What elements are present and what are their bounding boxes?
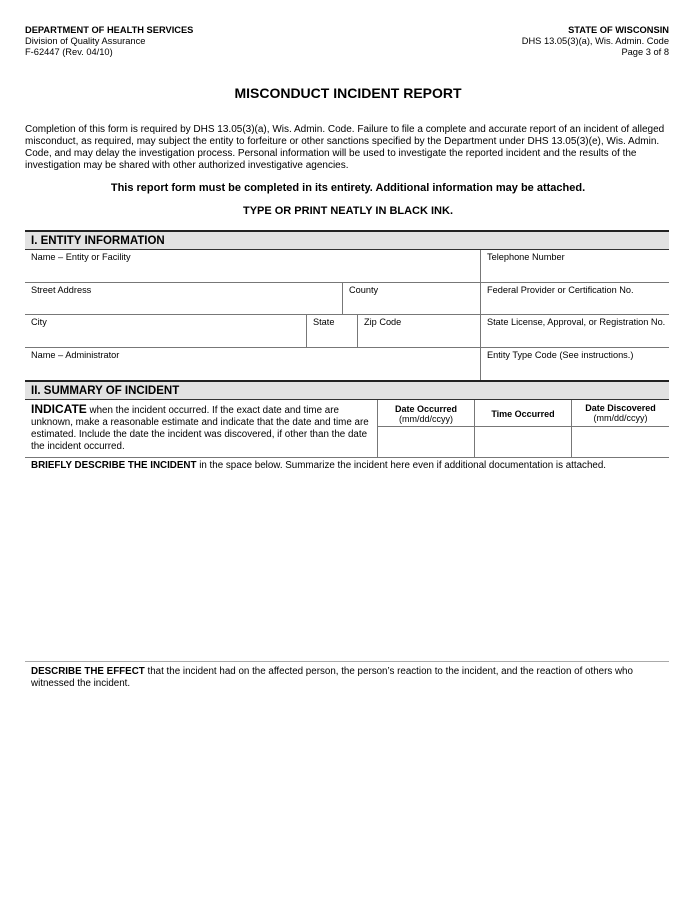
divider [25, 661, 669, 662]
section-summary-of-incident-header [25, 380, 669, 400]
entity-name-input[interactable] [31, 264, 475, 282]
county-label: County [349, 285, 379, 295]
date-discovered-input[interactable] [575, 430, 669, 456]
date-discovered-header: Date Discovered (mm/dd/ccyy) [585, 403, 656, 423]
effect-description-instructions [31, 666, 666, 690]
county-input[interactable] [349, 297, 478, 315]
state-license-input[interactable] [487, 329, 669, 347]
brief-bold: BRIEFLY DESCRIBE THE INCIDENT [31, 460, 197, 471]
ink-notice: TYPE OR PRINT NEATLY IN BLACK INK. [242, 205, 454, 217]
state-label: State [313, 317, 335, 327]
zip-code-label: Zip Code [364, 317, 402, 327]
street-address-field[interactable] [25, 283, 342, 314]
effect-bold: DESCRIBE THE EFFECT [31, 666, 145, 677]
city-label: City [31, 317, 47, 327]
indicate-bold: INDICATE [31, 402, 87, 416]
administrator-name-input[interactable] [31, 362, 475, 380]
incident-datetime-table [25, 400, 669, 458]
department-name: DEPARTMENT OF HEALTH SERVICES [25, 25, 194, 35]
zip-code-input[interactable] [364, 329, 478, 347]
federal-provider-field[interactable] [481, 283, 669, 314]
header-right [522, 25, 669, 58]
admin-code: DHS 13.05(3)(a), Wis. Admin. Code [521, 36, 669, 46]
date-occurred-input[interactable] [381, 430, 475, 456]
section-title: I. ENTITY INFORMATION [31, 235, 165, 247]
administrator-name-label: Name – Administrator [31, 350, 120, 360]
incident-description-textarea[interactable] [30, 476, 670, 660]
federal-provider-input[interactable] [487, 297, 669, 315]
completion-notice: This report form must be completed in its entirety. Additional information may be attached. [110, 182, 586, 194]
telephone-field[interactable] [481, 250, 669, 282]
form-number: F-62447 (Rev. 04/10) [25, 47, 113, 57]
city-input[interactable] [31, 329, 305, 347]
brief-description-instructions [31, 460, 671, 471]
page-title: MISCONDUCT INCIDENT REPORT [234, 85, 462, 101]
federal-provider-label: Federal Provider or Certification No. [487, 285, 634, 295]
entity-name-label: Name – Entity or Facility [31, 252, 131, 262]
effect-text: that the incident had on the affected person, the person’s reaction to the incident, and the reaction of others who witnessed the incident. [31, 666, 633, 689]
section-title: II. SUMMARY OF INCIDENT [31, 385, 180, 397]
entity-info-grid [25, 250, 669, 382]
telephone-label: Telephone Number [487, 252, 565, 262]
county-field[interactable] [343, 283, 480, 314]
division-name: Division of Quality Assurance [25, 36, 146, 46]
entity-name-field[interactable] [25, 250, 480, 282]
time-occurred-header: Time Occurred [491, 409, 555, 419]
brief-text: in the space below. Summarize the incident here even if additional documentation is attached. [196, 460, 607, 471]
state-name: STATE OF WISCONSIN [568, 25, 669, 35]
effect-description-textarea[interactable] [30, 696, 670, 890]
entity-type-code-input[interactable] [487, 362, 669, 380]
date-occurred-header: Date Occurred (mm/dd/ccyy) [394, 404, 458, 424]
street-address-label: Street Address [31, 285, 92, 295]
entity-type-code-label: Entity Type Code (See instructions.) [487, 350, 634, 360]
header-left [25, 25, 193, 58]
state-license-label: State License, Approval, or Registration No. [487, 317, 666, 327]
state-field[interactable] [307, 315, 357, 347]
state-license-field[interactable] [481, 315, 669, 347]
indicate-text: when the incident occurred. If the exact date and time are unknown, make a reasonable estimate and indicate that the date and time are estimated. Include the date the incident was discovered, if other than the date the incident occurred. [31, 405, 369, 452]
administrator-name-field[interactable] [25, 348, 480, 380]
street-address-input[interactable] [31, 297, 340, 315]
intro-paragraph: Completion of this form is required by DHS 13.05(3)(a), Wis. Admin. Code. Failure to file a complete and accurate report of an incident of alleged misconduct, as required, may subject the entity to forfeiture or other sanctions specified by the Department under DHS 13.05(3)(e), Wis. Admin. Code, and may delay the investigation process. Personal information will be used to investigate the reported incident and the results of the investigation may be shared with other authorized investigative agencies. [25, 124, 665, 171]
state-input[interactable] [311, 329, 357, 347]
entity-type-code-field[interactable] [481, 348, 669, 380]
time-occurred-input[interactable] [478, 430, 572, 456]
telephone-input[interactable] [487, 264, 669, 282]
section-entity-information-header [25, 230, 669, 250]
city-field[interactable] [25, 315, 306, 347]
page-number: Page 3 of 8 [621, 47, 669, 57]
zip-code-field[interactable] [358, 315, 480, 347]
